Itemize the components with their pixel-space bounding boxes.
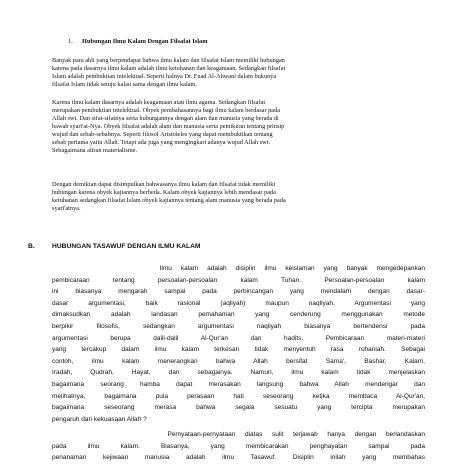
text-line: Banyak para ahli yang berpendapat bahwa ilmu kalam dan filsafat Islam memiliki hubungan xyxy=(52,57,285,64)
text-line: Sebagaimana aliran materialisme. xyxy=(52,147,138,154)
text-line: argumentasi berupa dalil-dalil Al-Qur'an dan hadits. Pembicaraan materi-materi xyxy=(52,334,425,342)
text-line: dimaksudkan adalah landasan pemahaman yang cenderung menggunakan metode xyxy=(52,311,425,319)
text-line: Ilmu kalam adalah disiplin ilmu keislaman yang banyak mengedepankan xyxy=(52,265,425,272)
text-line: Dengan demikian dapat disimpulkan bahwasanya ilmu kalam dan filsafat tidak memiliki xyxy=(52,181,276,188)
subsection-title: Hubungan Ilmu Kalam Dengan Filsafat Islam xyxy=(82,38,208,45)
section-heading xyxy=(28,242,428,251)
text-line: ini biasanya mengarah sampai pada perbincangan yang mendalam dengan dasar- xyxy=(52,288,425,296)
text-line: Pernyataan-pernyataan diatas sulit terjawab hanya dengan berlandaskan xyxy=(52,431,425,438)
text-line: merupakan pembuktian intelektual. Obyek pembahasannya bagi ilmu kalam berdasar pada xyxy=(52,107,281,114)
paragraph-1 xyxy=(52,57,410,89)
subsection-heading xyxy=(68,38,408,46)
text-line: penanaman kejiwaan manusia adalah ilmu Tasawuf. Disiplin inilah yang membahas xyxy=(52,454,425,462)
text-line: yang tercakup dalam ilmu kalam terkesan tidak menyentuh rasa rohaniah. Sebagai xyxy=(52,346,425,354)
text-line: pembicaraan tentang persoalan-persoalan kalam Tuhan. Persoalan-persoalan kalam xyxy=(52,276,425,284)
text-line: bawah syari'at-Nya. Obyek filsafat adalah alam dan manusia serta pemikiran tentang prinsip xyxy=(52,123,285,130)
paragraph-3 xyxy=(52,181,410,213)
text-line: bagaimana seseorang merasa bahwa segala sesuatu yang tercipta merupakan xyxy=(52,404,425,412)
text-line: filsafat Islam tidak setuju kalau sama dengan ilmu kalam. xyxy=(52,81,197,88)
text-line: Iradah, Qudrah, Hayat, dan sebagainya. Namun, ilmu kalam tidak menjelaskan xyxy=(52,369,425,377)
text-line: contoh, ilmu kalam menerangkan bahwa Allah bersifat Sama', Bashar, Kalam, xyxy=(52,357,425,365)
text-line: Allah swt. Dan sifat-sifatnya serta hubungannya dengan alam dan manusia yang berada di xyxy=(52,115,279,122)
text-line: pengaruh dari kekuasaan Allah ? xyxy=(52,415,147,423)
text-line: syari'atnya. xyxy=(52,205,81,212)
section-title: HUBUNGAN TASAWUF DENGAN ILMU KALAM xyxy=(52,243,201,250)
text-line: Karena ilmu kalam dasarnya adalah keagamaan atau ilmu agama. Sedangkan filsafat xyxy=(52,99,266,106)
text-line: hubungan karena obyek kajiannya berbeda. Kalam obyek kajiannya lebih mendasar pada xyxy=(52,189,276,196)
subsection-number: 1. xyxy=(68,38,73,45)
section-number: B. xyxy=(28,243,35,250)
text-line: melihatnya, bagaimana pula perasaan hati seseorang ketika membaca Al-Qur'an, xyxy=(52,392,425,400)
text-line: karena pada dasarnya ilmu kalam adalah ilmu ketuhanan dan keagamaan. Sedangkan filsafat xyxy=(52,65,286,72)
text-line: dasar argumentasi, baik rasional (aqliyah) maupun naqliyah. Argumentasi yang xyxy=(52,299,425,307)
text-line: ketuhanan sedangkan filsafat Islam obyek kajiannya tentang alam manusia yang berada pada xyxy=(52,197,286,204)
text-line: Islam adalah pembuktian intelektual. Seperti halnya Dr. Fuad Al-Ahwani dalam bukunya xyxy=(52,73,277,80)
text-line: sebab pertama yaitu Allah. Tetapi ada juga yang mengingkari adanya wujud Allah swt. xyxy=(52,139,271,146)
text-line: berpikir filosofis, sedangkan argumentasi naqliyah biasanya bertendensi pada xyxy=(52,322,425,330)
text-line: bagaimana seorang hamba dapat merasakan langsung bahwa Allah mendengar dan xyxy=(52,380,425,388)
paragraph-4 xyxy=(52,263,425,425)
text-line: wujud dan sebab-sebabnya. Seperti filosof Aristoteles yang dapat membuktikan tentang xyxy=(52,131,273,138)
text-line: pada ilmu kalam. Biasanya, yang membicarakan penghayatan sampai pada xyxy=(52,442,425,450)
paragraph-5 xyxy=(52,429,425,464)
paragraph-2 xyxy=(52,99,410,155)
